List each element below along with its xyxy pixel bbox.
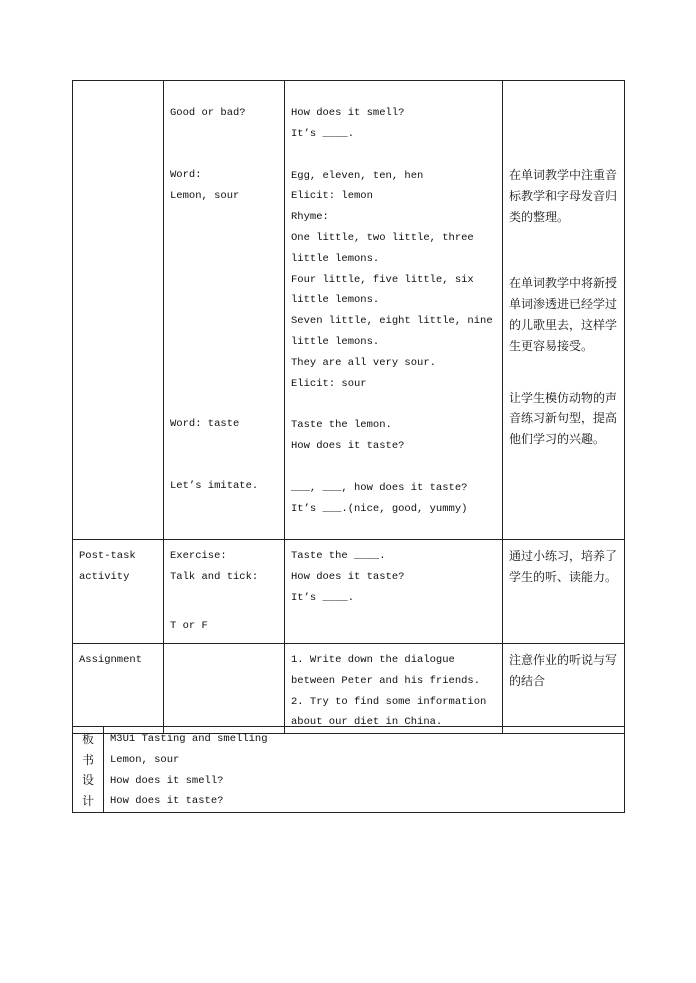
word-value: Lemon, sour [170, 189, 240, 202]
procedure-notes-cell [503, 81, 625, 540]
rhyme-line-3: Seven little, eight little, nine little lemons. [291, 315, 493, 348]
post-task-row [73, 540, 625, 644]
taste-lemon-text: Taste the lemon. [291, 419, 392, 432]
assignment-activity-cell [164, 644, 285, 734]
board-label-char-4: 计 [81, 793, 94, 808]
assignment-stage: Assignment [79, 654, 143, 666]
board-line-1: M3U1 Tasting and smelling [110, 733, 268, 745]
post-task-stage: Post-task activity [79, 550, 136, 583]
word-label: Word: [170, 168, 202, 181]
post-task-content-cell [285, 540, 503, 644]
board-label-char-1: 板 [81, 732, 94, 746]
lesson-plan-table [72, 80, 625, 734]
egg-line: Egg, eleven, ten, hen [291, 169, 424, 182]
post-task-activity-cell [164, 540, 285, 644]
board-label-char-2: 书 [81, 752, 94, 767]
lets-imitate-text: Let’s imitate. [170, 480, 259, 493]
board-label-cell [73, 727, 104, 813]
elicit-sour: Elicit: sour [291, 377, 367, 390]
note-imitate: 让学生模仿动物的声音练习新句型，提高他们学习的兴趣。 [509, 390, 618, 447]
procedure-stage-cell [73, 81, 164, 540]
smell-question: How does it smell? [291, 107, 405, 119]
taste-the-blank: Taste the ____. [291, 550, 386, 562]
note-rhyme: 在单词教学中将新授单词渗透进已经学过的儿歌里去，这样学生更容易接受。 [509, 276, 618, 353]
post-task-stage-cell [73, 540, 164, 644]
procedure-row [73, 81, 625, 540]
board-line-2: Lemon, sour [110, 753, 180, 766]
procedure-activity-cell [164, 81, 285, 540]
board-design-row [73, 727, 625, 813]
t-or-f-label: T or F [170, 619, 208, 632]
assignment-row [73, 644, 625, 734]
rhyme-label: Rhyme: [291, 211, 329, 224]
board-line-4: How does it taste? [110, 795, 224, 808]
word-taste-text: Word: taste [170, 418, 240, 431]
assignment-task-2: 2. Try to find some information about our diet in China. [291, 695, 487, 729]
post-task-note: 通过小练习，培养了学生的听、读能力。 [509, 549, 618, 584]
assignment-task-1: 1. Write down the dialogue between Peter and his friends. [291, 654, 481, 687]
imitate-question: ___, ___, how does it taste? [291, 481, 468, 494]
elicit-lemon: Elicit: lemon [291, 190, 373, 203]
good-or-bad-text: Good or bad? [170, 107, 246, 119]
board-line-3: How does it smell? [110, 774, 224, 787]
rhyme-line-4: They are all very sour. [291, 356, 436, 369]
note-phonetics: 在单词教学中注重音标教学和字母发音归类的整理。 [509, 168, 618, 224]
post-its-blank: It’s ____. [291, 591, 355, 604]
rhyme-line-2: Four little, five little, six little lemons. [291, 273, 474, 307]
exercise-label: Exercise: [170, 550, 227, 562]
assignment-stage-cell [73, 644, 164, 734]
smell-answer: It’s ____. [291, 127, 355, 140]
board-label-char-3: 设 [81, 773, 94, 788]
assignment-content-cell [285, 644, 503, 734]
taste-question: How does it taste? [291, 440, 405, 453]
talk-tick-label: Talk and tick: [170, 570, 259, 583]
post-taste-question: How does it taste? [291, 570, 405, 583]
assignment-note: 注意作业的听说与写的结合 [509, 653, 618, 688]
assignment-notes-cell [503, 644, 625, 734]
post-task-notes-cell [503, 540, 625, 644]
board-content-cell [104, 727, 625, 813]
imitate-answer: It’s ___.(nice, good, yummy) [291, 502, 468, 515]
rhyme-line-1: One little, two little, three little lemons. [291, 231, 474, 265]
board-design-table [72, 726, 625, 813]
procedure-content-cell [285, 81, 503, 540]
